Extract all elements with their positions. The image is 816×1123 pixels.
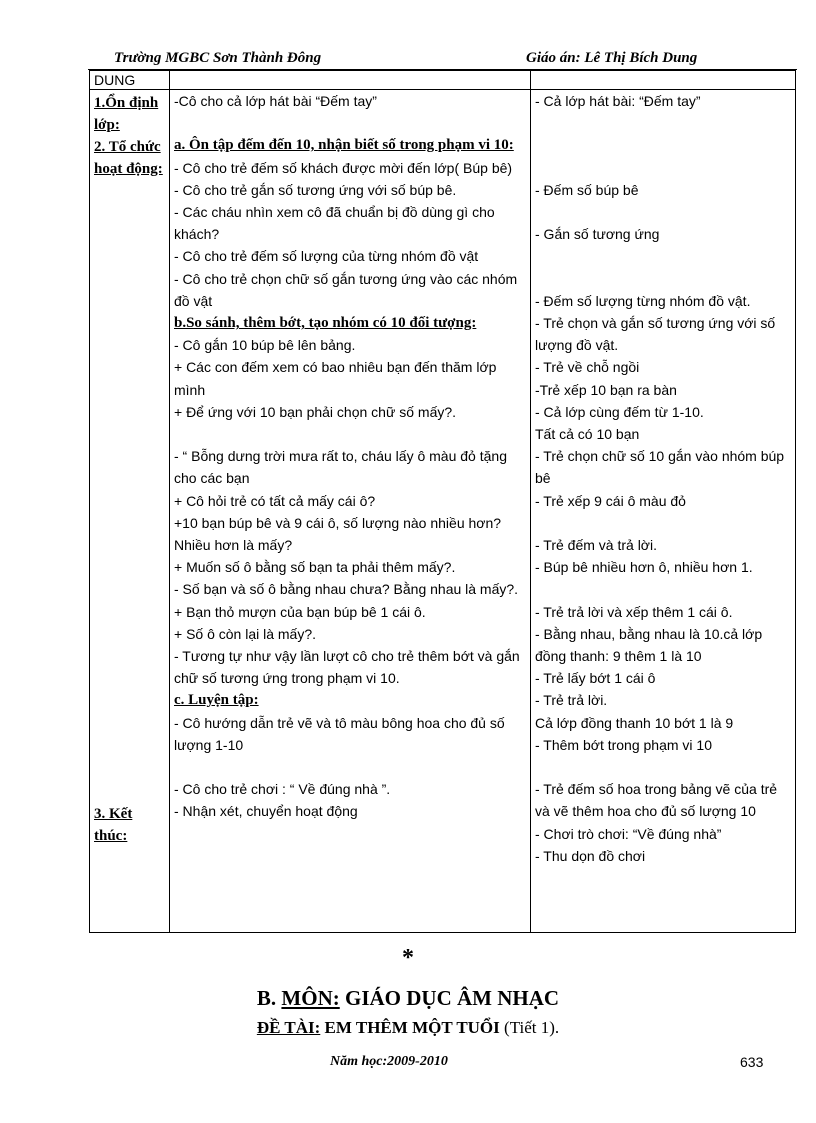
teacher-line: +10 bạn búp bê và 9 cái ô, số lượng nào nhiều hơn? Nhiều hơn là mấy? — [174, 514, 502, 554]
teacher-line: - Tương tự như vậy lần lượt cô cho trẻ thêm bớt và gắn chữ số tương ứng trong phạm vi 10. — [174, 648, 520, 687]
teacher-line: - Nhận xét, chuyển hoạt động — [174, 803, 358, 820]
table-body-row — [90, 90, 796, 933]
teacher-line: + Để ứng với 10 bạn phải chọn chữ số mấy?. — [174, 403, 457, 420]
child-line: - Trẻ đếm số hoa trong bảng vẽ của trẻ và vẽ thêm hoa cho đủ số lượng 10 — [535, 781, 778, 820]
child-line: - Cả lớp cùng đếm từ 1-10. — [535, 403, 704, 420]
teacher-gap — [174, 112, 526, 134]
teacher-line: + Bạn thỏ mượn của bạn búp bê 1 cái ô. — [174, 603, 426, 620]
teacher-line: - Cô cho trẻ chơi : “ Về đúng nhà ”. — [174, 781, 391, 798]
child-line: - Bằng nhau, bằng nhau là 10.cả lớp đồng thanh: 9 thêm 1 là 10 — [535, 625, 763, 664]
child-gap — [535, 112, 791, 134]
label-on-dinh-lop: 1.Ổn định lớp: — [94, 95, 159, 133]
child-line: - Thu dọn đồ chơi — [535, 847, 646, 864]
teacher-gap — [174, 756, 526, 778]
table-head-row — [90, 71, 796, 90]
header-teacher: Giáo án: Lê Thị Bích Dung — [526, 50, 698, 66]
child-line: - Trẻ chọn và gắn số tương ứng với số lượng đồ vật. — [535, 314, 776, 354]
child-line: - Trẻ đếm và trả lời. — [535, 536, 657, 553]
subject-label: MÔN: — [281, 986, 340, 1010]
child-line: - Cả lớp hát bài: “Đếm tay” — [535, 93, 701, 109]
label-ket-thuc: 3. Kết thúc: — [94, 806, 133, 844]
head-cell: DUNG — [90, 71, 170, 90]
footer-page-number: 633 — [740, 1054, 764, 1070]
child-line: - Trẻ xếp 9 cái ô màu đỏ — [535, 492, 686, 509]
child-line: - Thêm bớt trong phạm vi 10 — [535, 736, 713, 753]
section-heading-a: a. Ôn tập đếm đến 10, nhận biết số trong phạm vi 10: — [174, 137, 514, 154]
teacher-line: - Cô cho trẻ đếm số khách được mời đến lớp( Búp bê) — [174, 159, 513, 176]
topic-title — [0, 1018, 816, 1038]
teacher-activities-column — [170, 90, 531, 933]
teacher-line: - Các cháu nhìn xem cô đã chuẩn bị đồ dùng gì cho khách? — [174, 204, 495, 243]
teacher-line: - Cô hướng dẫn trẻ vẽ và tô màu bông hoa cho đủ số lượng 1-10 — [174, 714, 505, 753]
subject-name: GIÁO DỤC ÂM NHẠC — [345, 986, 560, 1010]
teacher-line: - “ Bỗng dưng trời mưa rất to, cháu lấy ô màu đỏ tặng cho các bạn — [174, 448, 507, 487]
header-school: Trường MGBC Sơn Thành Đông — [114, 50, 322, 66]
child-line: - Đếm số lượng từng nhóm đồ vật. — [535, 292, 751, 309]
footer-school-year: Năm học:2009-2010 — [330, 1054, 448, 1069]
section-heading-b: b.So sánh, thêm bớt, tạo nhóm có 10 đối tượng: — [174, 315, 477, 332]
teacher-line: - Cô cho trẻ gắn số tương ứng với số búp bê. — [174, 181, 457, 198]
teacher-line: -Cô cho cả lớp hát bài “Đếm tay” — [174, 93, 377, 109]
child-line: - Trẻ trả lời và xếp thêm 1 cái ô. — [535, 603, 733, 620]
child-line: - Trẻ về chỗ ngồi — [535, 359, 640, 376]
section-heading-c: c. Luyện tập: — [174, 692, 259, 709]
head-cell-empty — [531, 71, 796, 90]
child-line: - Gắn số tương ứng — [535, 226, 660, 243]
teacher-line: - Cô cho trẻ đếm số lượng của từng nhóm đồ vật — [174, 248, 479, 265]
child-line: - Búp bê nhiều hơn ô, nhiều hơn 1. — [535, 559, 753, 576]
child-line: - Trẻ lấy bớt 1 cái ô — [535, 670, 656, 687]
teacher-line: - Số bạn và số ô bằng nhau chưa? Bằng nhau là mấy?. — [174, 581, 519, 598]
child-activities-column — [531, 90, 796, 933]
child-line: Tất cả có 10 bạn — [535, 425, 640, 442]
label-to-chuc-hoat-dong: 2. Tổ chức hoạt động: — [94, 139, 163, 177]
lesson-table — [89, 70, 796, 933]
teacher-line: + Các con đếm xem có bao nhiêu bạn đến thăm lớp mình — [174, 359, 497, 398]
child-line: Cả lớp đồng thanh 10 bớt 1 là 9 — [535, 714, 734, 731]
subject-title — [0, 986, 816, 1011]
teacher-gap — [174, 423, 526, 445]
child-gap — [535, 157, 791, 179]
teacher-line: + Cô hỏi trẻ có tất cả mấy cái ô? — [174, 492, 376, 509]
teacher-line: + Muốn số ô bằng số bạn ta phải thêm mấy?. — [174, 559, 456, 576]
child-line: - Chơi trò chơi: “Về đúng nhà” — [535, 825, 722, 842]
child-line: - Trẻ trả lời. — [535, 692, 608, 709]
topic-label: ĐỀ TÀI: — [256, 1018, 321, 1037]
teacher-line: + Số ô còn lại là mấy?. — [174, 625, 317, 642]
topic-suffix: (Tiết 1). — [504, 1018, 560, 1037]
separator-asterisk: * — [402, 945, 414, 971]
topic-name: EM THÊM MỘT TUỔI — [324, 1018, 500, 1037]
head-cell-empty — [170, 71, 531, 90]
child-line: - Trẻ chọn chữ số 10 gắn vào nhóm búp bê — [535, 448, 785, 487]
subject-prefix: B. — [256, 986, 277, 1010]
teacher-line: - Cô gắn 10 búp bê lên bảng. — [174, 337, 356, 354]
child-gap — [535, 134, 791, 156]
teacher-line: - Cô cho trẻ chọn chữ số gắn tương ứng vào các nhóm đồ vật — [174, 270, 518, 309]
labels-column — [90, 90, 170, 933]
child-line: -Trẻ xếp 10 bạn ra bàn — [535, 381, 677, 398]
child-line: - Đếm số búp bê — [535, 181, 639, 198]
